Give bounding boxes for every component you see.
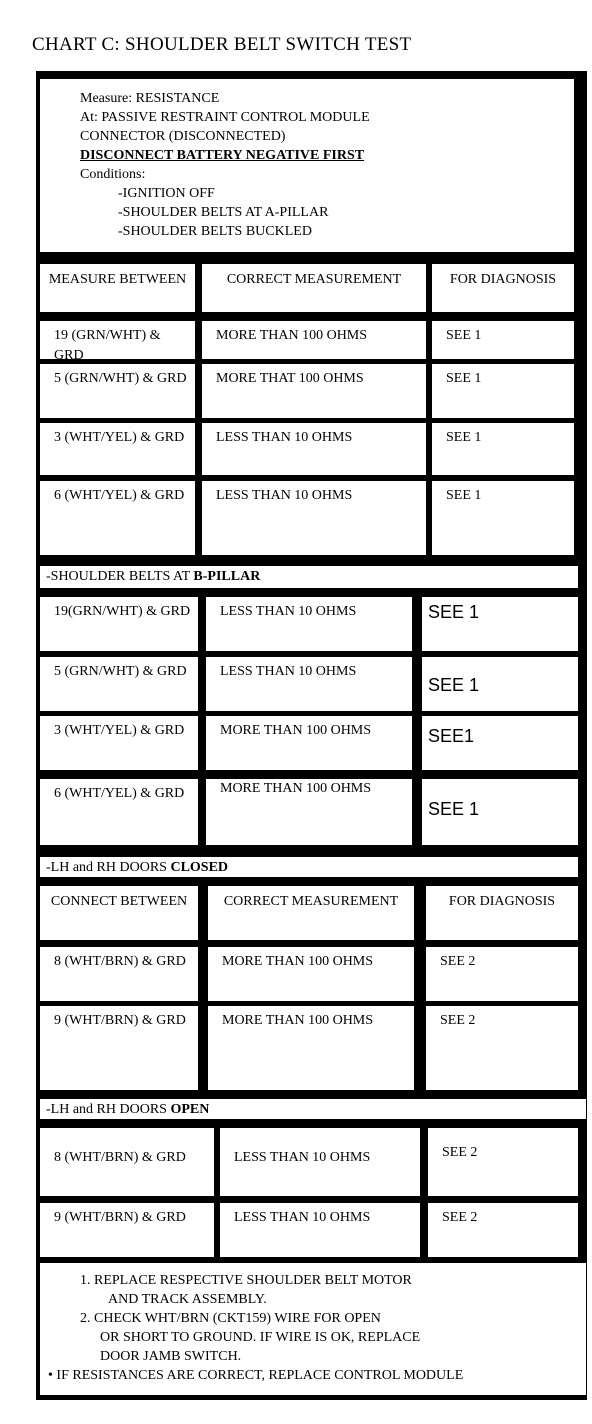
column-header: MEASURE BETWEEN <box>40 264 195 312</box>
table-cell: 3 (WHT/YEL) & GRD <box>40 716 198 770</box>
table-cell: SEE 1 <box>422 657 578 711</box>
table-cell: 9 (WHT/BRN) & GRD <box>40 1006 198 1090</box>
table-cell: SEE 2 <box>426 1006 578 1090</box>
condition-item: -IGNITION OFF <box>118 186 215 201</box>
table-cell: 8 (WHT/BRN) & GRD <box>40 1128 214 1196</box>
table-cell: LESS THAN 10 OHMS <box>206 597 412 651</box>
table-cell: 9 (WHT/BRN) & GRD <box>40 1203 214 1257</box>
table-cell: MORE THAN 100 OHMS <box>208 1006 414 1090</box>
note-2-cont: OR SHORT TO GROUND. IF WIRE IS OK, REPLACE <box>100 1330 421 1345</box>
table-cell: MORE THAN 100 OHMS <box>202 321 426 359</box>
table-cell: SEE1 <box>422 716 578 770</box>
table-cell: LESS THAN 10 OHMS <box>220 1128 420 1196</box>
table-cell: SEE 2 <box>428 1128 578 1196</box>
note-2-cont: DOOR JAMB SWITCH. <box>100 1349 242 1364</box>
table-cell: SEE 1 <box>422 597 578 651</box>
table-cell: SEE 2 <box>428 1203 578 1257</box>
table-cell: 3 (WHT/YEL) & GRD <box>40 423 195 475</box>
chart-title: CHART C: SHOULDER BELT SWITCH TEST <box>32 34 412 55</box>
section-band-doors-closed <box>40 857 578 877</box>
table-cell: 5 (GRN/WHT) & GRD <box>40 657 198 711</box>
table-cell: SEE 1 <box>432 481 574 555</box>
diagnosis-notes <box>40 1263 586 1395</box>
table-cell: SEE 1 <box>432 423 574 475</box>
note-2: 2. CHECK WHT/BRN (CKT159) WIRE FOR OPEN <box>80 1311 381 1326</box>
table-cell: 5 (GRN/WHT) & GRD <box>40 364 195 418</box>
section-label-bold: CLOSED <box>170 860 229 875</box>
note-1: 1. REPLACE RESPECTIVE SHOULDER BELT MOTOR <box>80 1273 412 1288</box>
column-header: CORRECT MEASUREMENT <box>202 264 426 312</box>
table-cell: LESS THAN 10 OHMS <box>206 657 412 711</box>
measure-line: Measure: RESISTANCE <box>80 91 220 106</box>
table-cell: LESS THAN 10 OHMS <box>202 481 426 555</box>
table-cell: 19 (GRN/WHT) & GRD <box>40 321 195 359</box>
connector-line: CONNECTOR (DISCONNECTED) <box>80 129 286 144</box>
table-cell: 19(GRN/WHT) & GRD <box>40 597 198 651</box>
table-cell: 8 (WHT/BRN) & GRD <box>40 947 198 1001</box>
measure-conditions-box <box>40 79 574 252</box>
battery-warning: DISCONNECT BATTERY NEGATIVE FIRST <box>80 148 365 163</box>
table-cell: SEE 1 <box>422 779 578 845</box>
section-label: -SHOULDER BELTS AT <box>46 569 194 584</box>
table-cell: SEE 2 <box>426 947 578 1001</box>
table-cell: 6 (WHT/YEL) & GRD <box>40 481 195 555</box>
table-cell: LESS THAN 10 OHMS <box>202 423 426 475</box>
table-cell: SEE 1 <box>432 364 574 418</box>
table-cell: LESS THAN 10 OHMS <box>220 1203 420 1257</box>
section-band-doors-open <box>40 1099 586 1119</box>
table-cell: MORE THAN 100 OHMS <box>206 716 412 770</box>
column-header: FOR DIAGNOSIS <box>432 264 574 312</box>
section-label-bold: OPEN <box>170 1102 210 1117</box>
column-header: FOR DIAGNOSIS <box>426 886 578 940</box>
table-cell: SEE 1 <box>432 321 574 359</box>
column-header: CORRECT MEASUREMENT <box>208 886 414 940</box>
table-cell: MORE THAN 100 OHMS <box>208 947 414 1001</box>
table-cell: 6 (WHT/YEL) & GRD <box>40 779 198 845</box>
note-1-cont: AND TRACK ASSEMBLY. <box>108 1292 267 1307</box>
section-label: -LH and RH DOORS <box>46 1102 171 1117</box>
column-header: CONNECT BETWEEN <box>40 886 198 940</box>
section-label: -LH and RH DOORS <box>46 860 171 875</box>
section-band-b-pillar <box>40 566 578 588</box>
condition-item: -SHOULDER BELTS BUCKLED <box>118 224 312 239</box>
note-bullet: • IF RESISTANCES ARE CORRECT, REPLACE CONTROL MODULE <box>48 1368 464 1383</box>
table-cell: MORE THAN 100 OHMS <box>206 779 412 845</box>
condition-item: -SHOULDER BELTS AT A-PILLAR <box>118 205 329 220</box>
section-label-bold: B-PILLAR <box>193 569 261 584</box>
at-line: At: PASSIVE RESTRAINT CONTROL MODULE <box>80 110 370 125</box>
conditions-label: Conditions: <box>80 167 146 182</box>
chart-frame <box>36 71 587 1400</box>
table-cell: MORE THAT 100 OHMS <box>202 364 426 418</box>
